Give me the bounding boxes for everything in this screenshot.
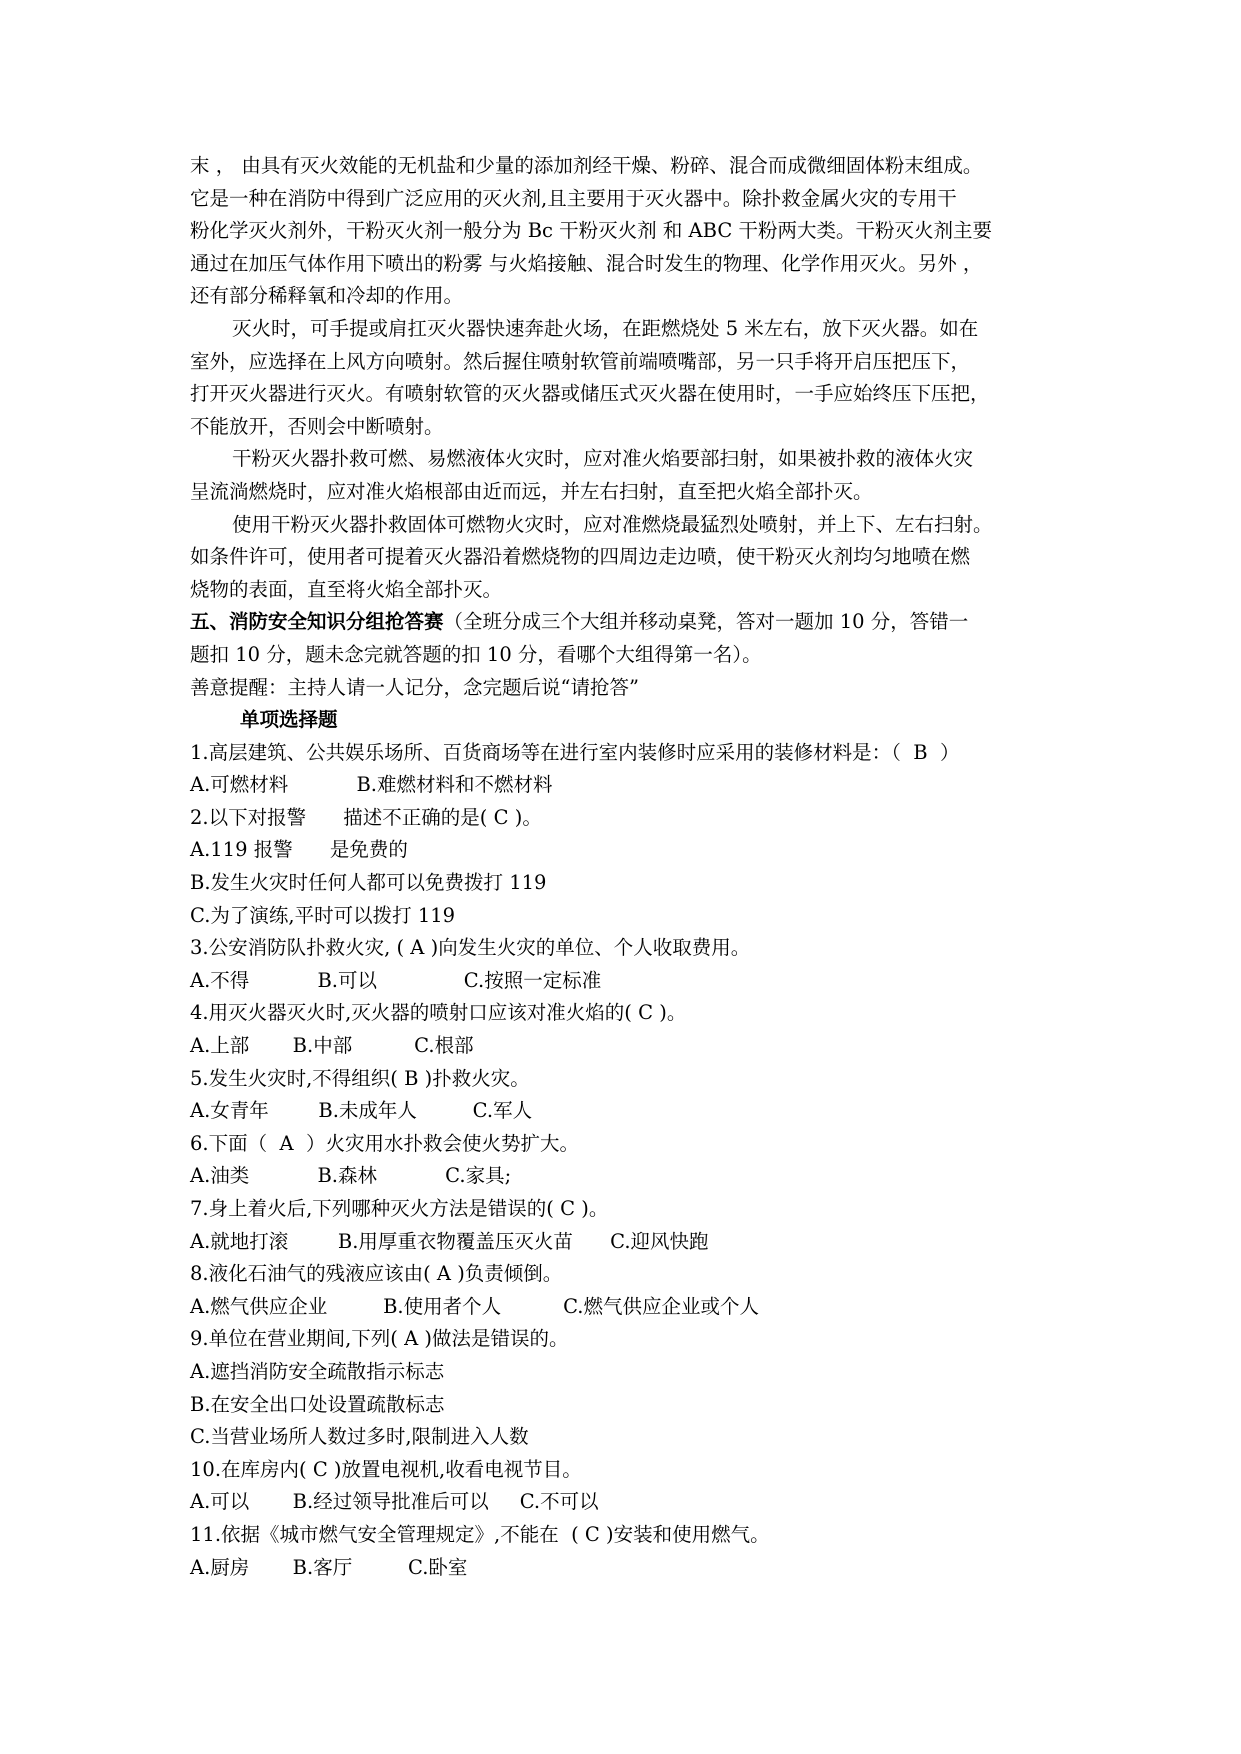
section-heading-note: （全班分成三个大组并移动桌凳，答对一题加 10 分，答错一 <box>443 610 969 634</box>
question-2-option-b: B.发生火灾时任何人都可以免费拨打 119 <box>190 871 547 895</box>
paragraph-solid-fire <box>190 509 1070 607</box>
question-1: 1.高层建筑、公共娱乐场所、百货商场等在进行室内装修时应采用的装修材料是：（ B ） <box>190 740 960 764</box>
text-line: 题扣 10 分，题未念完就答题的扣 10 分，看哪个大组得第一名）。 <box>190 642 762 666</box>
question-10: 10.在库房内( C )放置电视机,收看电视节目。 <box>190 1457 582 1481</box>
text-line: 烧物的表面，直至将火焰全部扑灭。 <box>190 577 503 601</box>
question-5-options: A.女青年 B.未成年人 C.军人 <box>190 1099 533 1123</box>
question-1-options: A.可燃材料 B.难燃材料和不燃材料 <box>190 773 553 797</box>
section-heading: 五、消防安全知识分组抢答赛 <box>190 610 444 634</box>
paragraph-extinguisher-usage <box>190 313 1070 443</box>
subsection-title: 单项选择题 <box>240 708 338 732</box>
question-9-option-c: C.当营业场所人数过多时,限制进入人数 <box>190 1425 529 1449</box>
question-2: 2.以下对报警 描述不正确的是( C )。 <box>190 805 542 829</box>
text-line: 粉化学灭火剂外，干粉灭火剂一般分为 Bc 干粉灭火剂 和 ABC 干粉两大类。干粉灭火剂主要 <box>190 219 992 243</box>
paragraph-dry-powder-definition <box>190 150 1070 313</box>
question-2-option-a: A.119 报警 是免费的 <box>190 838 408 862</box>
text-line: 呈流淌燃烧时，应对准火焰根部由近而远，并左右扫射，直至把火焰全部扑灭。 <box>190 479 873 503</box>
question-11: 11.依据《城市燃气安全管理规定》,不能在 ( C )安装和使用燃气。 <box>190 1522 770 1546</box>
question-5: 5.发生火灾时,不得组织( B )扑救火灾。 <box>190 1066 530 1090</box>
text-line: 不能放开，否则会中断喷射。 <box>190 414 444 438</box>
question-8: 8.液化石油气的残液应该由( A )负责倾倒。 <box>190 1262 563 1286</box>
question-11-options: A.厨房 B.客厅 C.卧室 <box>190 1555 468 1579</box>
question-10-options: A.可以 B.经过领导批准后可以 C.不可以 <box>190 1490 599 1514</box>
question-9-option-a: A.遮挡消防安全疏散指示标志 <box>190 1359 445 1383</box>
page-content <box>190 150 1070 1584</box>
text-line: 室外，应选择在上风方向喷射。然后握住喷射软管前端喷嘴部，另一只手将开启压把压下， <box>190 349 971 373</box>
question-9-option-b: B.在安全出口处设置疏散标志 <box>190 1392 445 1416</box>
question-8-options: A.燃气供应企业 B.使用者个人 C.燃气供应企业或个人 <box>190 1294 760 1318</box>
question-4-options: A.上部 B.中部 C.根部 <box>190 1034 474 1058</box>
text-line: 末 ， 由具有灭火效能的无机盐和少量的添加剂经干燥、粉碎、混合而成微细固体粉末组成。 <box>190 154 983 177</box>
text-line: 使用干粉灭火器扑救固体可燃物火灾时，应对准燃烧最猛烈处喷射，并上下、左右扫射。 <box>232 512 993 536</box>
text-line: 还有部分稀释氧和冷却的作用。 <box>190 284 464 308</box>
question-7: 7.身上着火后,下列哪种灭火方法是错误的( C )。 <box>190 1197 609 1220</box>
question-2-option-c: C.为了演练,平时可以拨打 119 <box>190 903 456 927</box>
question-4: 4.用灭火器灭火时,灭火器的喷射口应该对准火焰的( C )。 <box>190 1001 687 1025</box>
question-list <box>190 737 1070 1584</box>
question-9: 9.单位在营业期间,下列( A )做法是错误的。 <box>190 1327 569 1351</box>
text-line: 如条件许可，使用者可提着灭火器沿着燃烧物的四周边走边喷，使干粉灭火剂均匀地喷在燃 <box>190 545 971 569</box>
question-3-options: A.不得 B.可以 C.按照一定标准 <box>190 968 602 992</box>
text-line: 通过在加压气体作用下喷出的粉雾 与火焰接触、混合时发生的物理、化学作用灭火。另外 ， <box>190 251 983 275</box>
paragraph-liquid-fire <box>190 443 1070 508</box>
host-tip: 善意提醒：主持人请一人记分，念完题后说“请抢答” <box>190 675 639 699</box>
section-quiz <box>190 606 1070 736</box>
question-3: 3.公安消防队扑救火灾, ( A )向发生火灾的单位、个人收取费用。 <box>190 936 751 960</box>
question-6-options: A.油类 B.森林 C.家具; <box>190 1164 512 1188</box>
text-line: 干粉灭火器扑救可燃、易燃液体火灾时，应对准火焰要部扫射，如果被扑救的液体火灾 <box>232 447 974 471</box>
section-heading-line <box>190 606 1070 639</box>
text-line: 它是一种在消防中得到广泛应用的灭火剂,且主要用于灭火器中。除扑救金属火灾的专用干 <box>190 186 957 210</box>
question-7-options: A.就地打滚 B.用厚重衣物覆盖压灭火苗 C.迎风快跑 <box>190 1229 709 1253</box>
text-line: 灭火时，可手提或肩扛灭火器快速奔赴火场，在距燃烧处 5 米左右，放下灭火器。如在 <box>232 316 979 340</box>
question-6: 6.下面（ A ）火灾用水扑救会使火势扩大。 <box>190 1131 579 1155</box>
text-line: 打开灭火器进行灭火。有喷射软管的灭火器或储压式灭火器在使用时，一手应始终压下压把， <box>190 382 990 406</box>
